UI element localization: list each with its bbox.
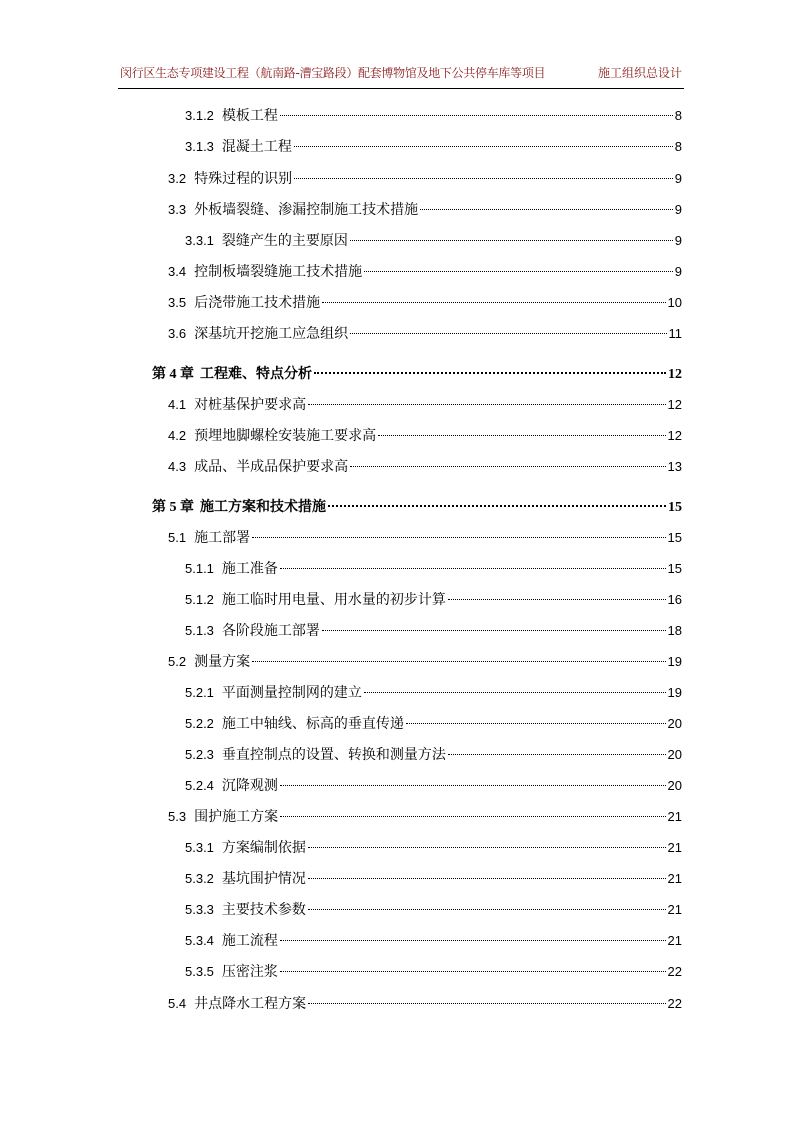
toc-entry-number: 5.3.3 [185, 902, 214, 917]
toc-entry-title: 沉降观测 [221, 778, 278, 794]
toc-entry-title: 施工部署 [194, 530, 251, 546]
toc-dot-leader [314, 372, 666, 374]
toc-dot-leader [294, 178, 673, 179]
toc-entry-title: 深基坑开挖施工应急组织 [194, 326, 349, 342]
toc-dot-leader [350, 466, 665, 467]
toc-entry-page-number: 21 [667, 809, 682, 824]
toc-entry-page-number: 18 [667, 623, 682, 638]
toc-dot-leader [252, 661, 665, 662]
toc-entry-number: 3.1.2 [185, 108, 214, 123]
toc-entry-number: 5.2.4 [185, 778, 214, 793]
toc-entry[interactable] [168, 457, 682, 477]
toc-entry-title: 垂直控制点的设置、转换和测量方法 [221, 747, 446, 763]
toc-entry[interactable] [168, 169, 682, 189]
toc-entry[interactable] [185, 559, 682, 579]
toc-entry-page-number: 22 [667, 996, 682, 1011]
toc-entry[interactable] [185, 776, 682, 796]
toc-entry-page-number: 21 [667, 933, 682, 948]
toc-dot-leader [364, 271, 673, 272]
toc-chapter-entry[interactable] [152, 364, 682, 384]
toc-entry-title: 施工临时用电量、用水量的初步计算 [221, 592, 446, 608]
toc-entry-number: 5.2.1 [185, 685, 214, 700]
header-project-title: 闵行区生态专项建设工程（航南路-漕宝路段）配套博物馆及地下公共停车库等项目 [120, 66, 546, 80]
toc-entry-number: 5.4 [168, 996, 187, 1011]
toc-entry-page-number: 19 [667, 654, 682, 669]
toc-entry-title: 井点降水工程方案 [194, 996, 307, 1012]
toc-entry-number: 5.3.4 [185, 933, 214, 948]
toc-dot-leader [294, 146, 673, 147]
toc-dot-leader [308, 847, 666, 848]
toc-entry-title: 特殊过程的识别 [194, 171, 293, 187]
toc-entry-title: 基坑围护情况 [221, 871, 306, 887]
toc-entry-number: 5.1.3 [185, 623, 214, 638]
toc-dot-leader [308, 878, 666, 879]
toc-entry[interactable] [185, 931, 682, 951]
toc-entry-number: 3.3.1 [185, 233, 214, 248]
toc-dot-leader [378, 435, 665, 436]
toc-dot-leader [308, 404, 665, 405]
toc-entry[interactable] [185, 745, 682, 765]
toc-entry[interactable] [185, 962, 682, 982]
toc-entry-page-number: 20 [667, 778, 682, 793]
toc-entry-title: 施工流程 [221, 933, 278, 949]
toc-entry-number: 3.5 [168, 295, 187, 310]
toc-dot-leader [308, 909, 666, 910]
toc-entry-number: 5.2.3 [185, 747, 214, 762]
toc-entry-number: 3.6 [168, 326, 187, 341]
toc-entry-page-number: 15 [668, 500, 682, 515]
toc-entry-title: 外板墙裂缝、渗漏控制施工技术措施 [194, 202, 419, 218]
toc-entry[interactable] [185, 683, 682, 703]
toc-entry-page-number: 9 [674, 171, 682, 186]
toc-entry[interactable] [168, 395, 682, 415]
toc-entry-title: 混凝土工程 [221, 139, 292, 155]
toc-entry-page-number: 16 [667, 592, 682, 607]
toc-entry-title: 成品、半成品保护要求高 [194, 459, 349, 475]
toc-entry-number: 4.3 [168, 459, 187, 474]
toc-dot-leader [350, 333, 666, 334]
toc-entry-number: 5.2.2 [185, 716, 214, 731]
toc-entry[interactable] [168, 528, 682, 548]
toc-entry-title: 工程难、特点分析 [200, 366, 312, 382]
toc-dot-leader [252, 537, 665, 538]
toc-entry-title: 施工中轴线、标高的垂直传递 [221, 716, 404, 732]
toc-entry-title: 各阶段施工部署 [221, 623, 320, 639]
toc-entry-title: 模板工程 [221, 108, 278, 124]
toc-entry-page-number: 13 [667, 459, 682, 474]
toc-entry[interactable] [168, 426, 682, 446]
toc-entry[interactable] [185, 714, 682, 734]
toc-entry[interactable] [168, 994, 682, 1014]
toc-entry[interactable] [168, 324, 682, 344]
toc-entry-title: 控制板墙裂缝施工技术措施 [194, 264, 363, 280]
toc-entry-page-number: 19 [667, 685, 682, 700]
toc-entry-number: 3.4 [168, 264, 187, 279]
toc-entry-page-number: 9 [674, 264, 682, 279]
toc-entry-page-number: 8 [674, 139, 682, 154]
toc-entry-page-number: 11 [668, 326, 682, 341]
toc-dot-leader [364, 692, 666, 693]
toc-entry-number: 5.3.1 [185, 840, 214, 855]
toc-entry-number: 5.1.2 [185, 592, 214, 607]
toc-entry-page-number: 12 [668, 367, 682, 382]
toc-entry-number: 第 5 章 [152, 500, 194, 515]
toc-entry-title: 对桩基保护要求高 [194, 397, 307, 413]
toc-entry-number: 4.2 [168, 428, 187, 443]
toc-entry-number: 5.3.2 [185, 871, 214, 886]
toc-dot-leader [448, 754, 666, 755]
toc-entry[interactable] [185, 137, 682, 157]
toc-dot-leader [280, 940, 666, 941]
toc-dot-leader [280, 816, 665, 817]
toc-entry[interactable] [185, 590, 682, 610]
toc-entry-number: 3.3 [168, 202, 187, 217]
toc-entry-page-number: 12 [667, 428, 682, 443]
toc-entry-title: 施工准备 [221, 561, 278, 577]
toc-entry[interactable] [168, 807, 682, 827]
toc-dot-leader [406, 723, 666, 724]
header-document-title: 施工组织总设计 [597, 66, 682, 80]
toc-entry-page-number: 8 [674, 108, 682, 123]
toc-entry-page-number: 10 [667, 295, 682, 310]
toc-entry-title: 方案编制依据 [221, 840, 306, 856]
toc-entry-page-number: 20 [667, 747, 682, 762]
toc-entry[interactable] [185, 900, 682, 920]
toc-entry-number: 5.3 [168, 809, 187, 824]
toc-entry[interactable] [168, 293, 682, 313]
toc-entry-page-number: 15 [667, 561, 682, 576]
toc-entry-number: 5.1.1 [185, 561, 214, 576]
toc-dot-leader [322, 302, 665, 303]
toc-entry-number: 4.1 [168, 397, 187, 412]
toc-dot-leader [350, 240, 673, 241]
toc-entry[interactable] [185, 106, 682, 126]
toc-entry-page-number: 20 [667, 716, 682, 731]
toc-dot-leader [280, 115, 673, 116]
toc-entry-page-number: 9 [674, 233, 682, 248]
toc-entry[interactable] [168, 200, 682, 220]
toc-dot-leader [448, 599, 666, 600]
toc-entry-page-number: 12 [667, 397, 682, 412]
toc-entry-page-number: 15 [667, 530, 682, 545]
toc-entry-title: 测量方案 [194, 654, 251, 670]
toc-entry[interactable] [168, 652, 682, 672]
toc-entry-title: 后浇带施工技术措施 [194, 295, 321, 311]
toc-entry-title: 施工方案和技术措施 [200, 499, 326, 515]
toc-dot-leader [322, 630, 666, 631]
toc-chapter-entry[interactable] [152, 497, 682, 517]
toc-entry-number: 5.3.5 [185, 964, 214, 979]
toc-entry-title: 预埋地脚螺栓安装施工要求高 [194, 428, 377, 444]
toc-entry[interactable] [168, 262, 682, 282]
toc-entry-title: 平面测量控制网的建立 [221, 685, 362, 701]
toc-entry[interactable] [185, 869, 682, 889]
toc-entry-number: 3.2 [168, 171, 187, 186]
toc-entry-title: 裂缝产生的主要原因 [221, 233, 348, 249]
toc-entry-page-number: 22 [667, 964, 682, 979]
toc-entry-number: 5.1 [168, 530, 187, 545]
toc-dot-leader [280, 785, 666, 786]
toc-entry-title: 压密注浆 [221, 964, 278, 980]
toc-entry-title: 围护施工方案 [194, 809, 279, 825]
toc-dot-leader [420, 209, 673, 210]
toc-dot-leader [308, 1003, 665, 1004]
toc-entry-page-number: 21 [667, 902, 682, 917]
toc-entry[interactable] [185, 231, 682, 251]
toc-entry-page-number: 21 [667, 840, 682, 855]
page-header [118, 62, 684, 89]
toc-dot-leader [280, 568, 666, 569]
toc-entry-title: 主要技术参数 [221, 902, 306, 918]
toc-dot-leader [328, 505, 666, 507]
toc-dot-leader [280, 971, 666, 972]
toc-entry[interactable] [185, 621, 682, 641]
toc-entry-number: 第 4 章 [152, 367, 194, 382]
toc-entry-number: 3.1.3 [185, 139, 214, 154]
toc-entry-page-number: 21 [667, 871, 682, 886]
toc-entry[interactable] [185, 838, 682, 858]
toc-entry-number: 5.2 [168, 654, 187, 669]
toc-entry-page-number: 9 [674, 202, 682, 217]
